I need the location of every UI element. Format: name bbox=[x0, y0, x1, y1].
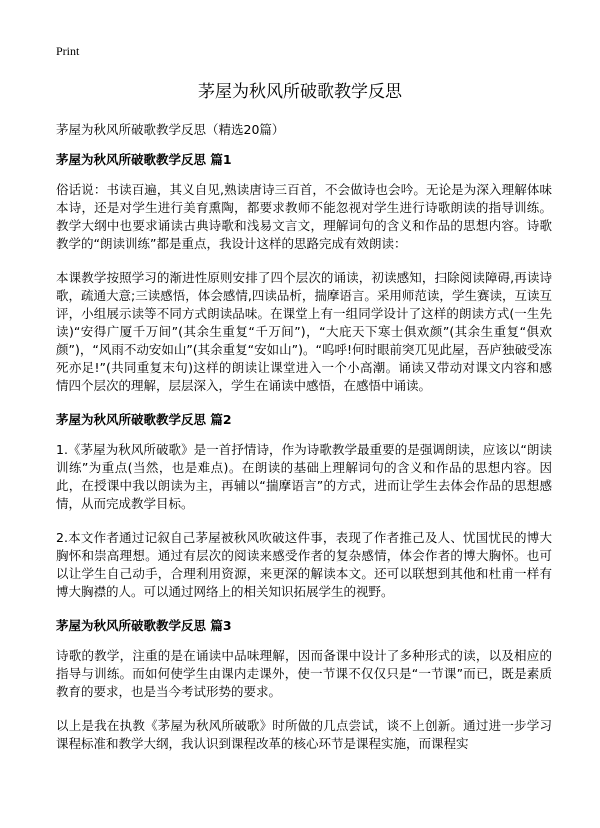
section-1-paragraph-1: 俗话说：书读百遍，其义自见,熟读唐诗三百首，不会做诗也会吟。无论是为深入理解体味本诗，还是对学生进行美育熏陶，都要求教师不能忽视对学生进行诗歌朗读的指导训练。教学大纲中也要求诵读古典诗歌和浅易文言文，理解词句的含义和作品的思想内容。诗歌教学的“朗读训练”都是重点，我设计这样的思路完成有效朗读： bbox=[56, 182, 552, 251]
section-2-paragraph-1: 1.《茅屋为秋风所破歌》是一首抒情诗，作为诗歌教学最重要的是强调朗读，应该以“朗读训练”为重点(当然，也是难点)。在朗读的基础上理解词句的含义和作品的思想内容。因此，在授课中我以朗读为主，再辅以“揣摩语言”的方式，进而让学生去体会作品的思想感情，从而完成教学目标。 bbox=[56, 442, 552, 511]
page-title: 茅屋为秋风所破歌教学反思 bbox=[198, 82, 402, 102]
section-heading-2: 茅屋为秋风所破歌教学反思 篇2 bbox=[56, 412, 232, 427]
print-label: Print bbox=[56, 44, 80, 58]
document-subtitle: 茅屋为秋风所破歌教学反思（精选20篇） bbox=[56, 122, 285, 137]
section-3-paragraph-1: 诗歌的教学，注重的是在诵读中品味理解，因而备课中设计了多种形式的读，以及相应的指导与训练。而如何使学生由课内走课外，使一节课不仅仅只是“一节课”而已，既是素质教育的要求，也是当今考试形势的要求。 bbox=[56, 648, 552, 699]
section-1-paragraph-2: 本课教学按照学习的渐进性原则安排了四个层次的诵读，初读感知，扫除阅读障碍,再读诗歌，疏通大意;三读感悟，体会感情,四读品析，揣摩语言。采用师范读，学生赛读，互读互评，小组展示读等不同方式朗读品味。在课堂上有一组同学设计了这样的朗读方式(一生先读)“安得广厦千万间”(其余生重复“千万间”)，“大庇天下寒士俱欢颜”(其余生重复“俱欢颜”)，“风雨不动安如山”(其余重复“安如山”)。“呜呼!何时眼前突兀见此屋，吾庐独破受冻死亦足!”(共同重复末句)这样的朗读让课堂进入一个小高潮。诵读又带动对课文内容和感情四个层次的理解，层层深入，学生在诵读中感悟，在感悟中诵读。 bbox=[56, 270, 552, 393]
document-body bbox=[56, 121, 552, 769]
section-2-paragraph-2: 2.本文作者通过记叙自己茅屋被秋风吹破这件事，表现了作者推己及人、忧国忧民的博大胸怀和崇高理想。通过有层次的阅读来感受作者的复杂感情，体会作者的博大胸怀。也可以让学生自己动手，合理利用资源，来更深的解读本文。还可以联想到其他和杜甫一样有博大胸襟的人。可以通过网络上的相关知识拓展学生的视野。 bbox=[56, 530, 552, 599]
section-3-paragraph-2: 以上是我在执教《茅屋为秋风所破歌》时所做的几点尝试，谈不上创新。通过进一步学习课程标准和教学大纲，我认识到课程改革的核心环节是课程实施，而课程实 bbox=[56, 718, 552, 751]
section-heading-1: 茅屋为秋风所破歌教学反思 篇1 bbox=[56, 152, 232, 167]
section-heading-3: 茅屋为秋风所破歌教学反思 篇3 bbox=[56, 618, 232, 633]
